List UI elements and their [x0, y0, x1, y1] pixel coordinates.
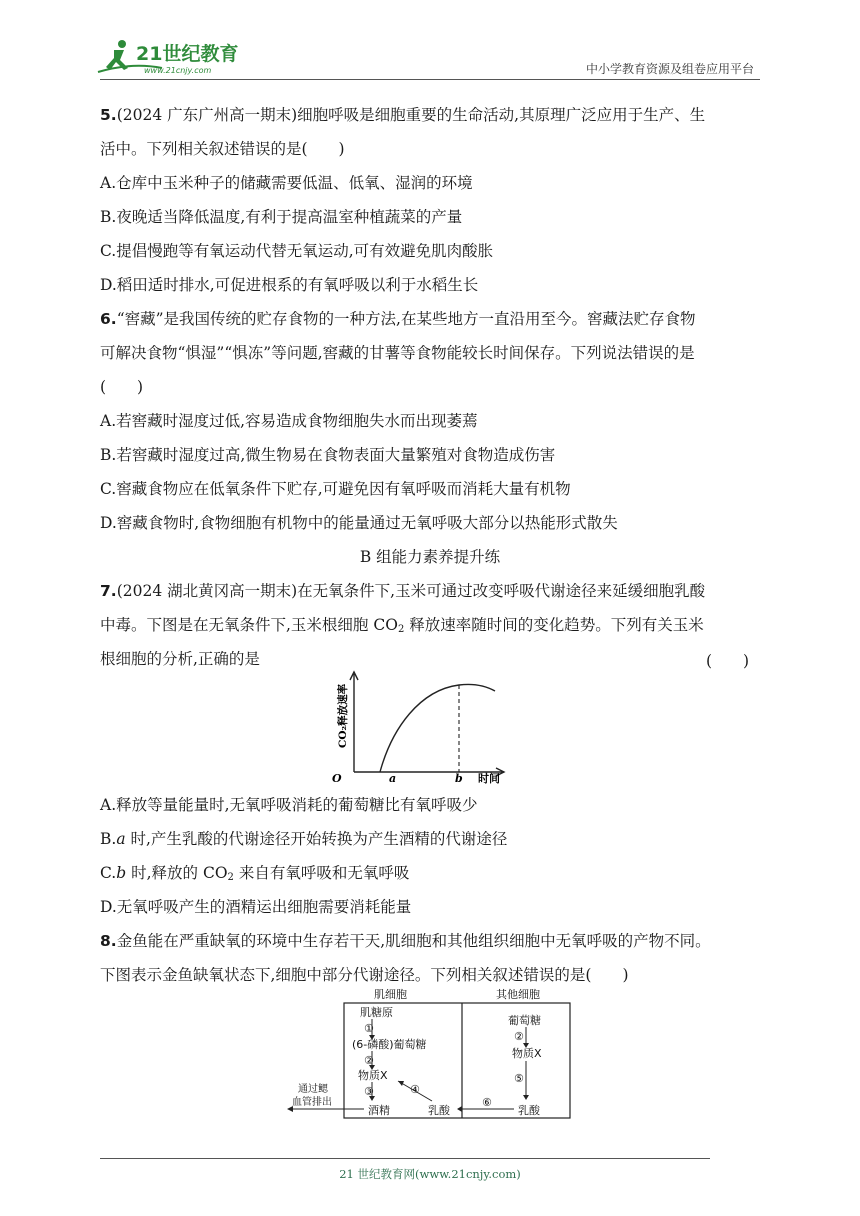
- q7-co2-rate-figure: [320, 668, 510, 786]
- section-b-title: B 组能力素养提升练: [359, 548, 501, 566]
- glucose-right-label: 葡萄糖: [508, 1014, 541, 1027]
- excrete-line1: 通过鳃: [298, 1084, 328, 1095]
- lactate-right-label: 乳酸: [518, 1104, 540, 1117]
- q7-option-b: B.a 时,产生乳酸的代谢途径开始转换为产生酒精的代谢途径: [100, 830, 508, 848]
- ethanol-label: 酒精: [368, 1104, 390, 1117]
- lactate-left-label: 乳酸: [428, 1104, 450, 1117]
- q7-option-d: D.无氧呼吸产生的酒精运出细胞需要消耗能量: [100, 898, 412, 916]
- q6-option-a: A.若窖藏时湿度过低,容易造成食物细胞失水而出现萎蔫: [100, 412, 478, 430]
- q6-stem-line2: 可解决食物“惧湿”“惧冻”等问题,窖藏的甘薯等食物能较长时间保存。下列说法错误的是: [100, 344, 695, 362]
- q6-number: 6.: [100, 310, 117, 328]
- q7-stem-line3: 根细胞的分析,正确的是: [100, 650, 260, 668]
- q8-stem-line1: 8.金鱼能在严重缺氧的环境中生存若干天,肌细胞和其他组织细胞中无氧呼吸的产物不同。: [100, 932, 711, 950]
- q5-option-b: B.夜晚适当降低温度,有利于提高温室种植蔬菜的产量: [100, 208, 463, 226]
- q5-stem-line2: 活中。下列相关叙述错误的是( ): [100, 140, 345, 158]
- step-2-left: ②: [364, 1054, 374, 1067]
- q7-stem-line1: 7.(2024 湖北黄冈高一期末)在无氧条件下,玉米可通过改变呼吸代谢途径来延缓细胞乳酸: [100, 582, 706, 600]
- substance-x-left: 物质X: [358, 1069, 388, 1082]
- q8-number: 8.: [100, 932, 117, 950]
- footer-rule: [100, 1158, 710, 1159]
- q6-option-d: D.窖藏食物时,食物细胞有机物中的能量通过无氧呼吸大部分以热能形式散失: [100, 514, 618, 532]
- q5-option-d: D.稻田适时排水,可促进根系的有氧呼吸以利于水稻生长: [100, 276, 479, 294]
- logo-text: 21世纪教育: [136, 43, 239, 65]
- x-axis-label: 时间: [478, 772, 500, 785]
- step-4: ④: [410, 1083, 420, 1096]
- header-rule: [100, 79, 760, 80]
- glycogen-label: 肌糖原: [360, 1006, 393, 1019]
- rate-curve: [380, 684, 495, 772]
- q7-stem-line2: 中毒。下图是在无氧条件下,玉米根细胞 $CO_2$ 释放速率随时间的变化趋势。下列有关玉米: [100, 616, 704, 635]
- q6-stem-line3: ( ): [100, 378, 144, 396]
- footer-text: 21 世纪教育网(www.21cnjy.com): [339, 1167, 521, 1181]
- site-logo: [92, 38, 262, 78]
- origin-label: O: [332, 772, 342, 785]
- muscle-cell-label: 肌细胞: [374, 988, 407, 1001]
- substance-x-right: 物质X: [512, 1047, 542, 1060]
- step-1: ①: [364, 1022, 374, 1035]
- q7-option-c: C.b 时,释放的 $CO_2$ 来自有氧呼吸和无氧呼吸: [100, 864, 410, 883]
- q7-option-a: A.释放等量能量时,无氧呼吸消耗的葡萄糖比有氧呼吸少: [100, 796, 478, 814]
- a-label: a: [389, 772, 397, 785]
- q7-answer-paren: ( ): [706, 652, 750, 670]
- q6-stem-line1: 6.“窖藏”是我国传统的贮存食物的一种方法,在某些地方一直沿用至今。窖藏法贮存食物: [100, 310, 696, 328]
- q5-option-a: A.仓库中玉米种子的储藏需要低温、低氧、湿润的环境: [100, 174, 473, 192]
- q5-number: 5.: [100, 106, 117, 124]
- q7-number: 7.: [100, 582, 117, 600]
- step-5: ⑤: [514, 1072, 524, 1085]
- phosphate-glucose-label: (6-磷酸)葡萄糖: [352, 1038, 427, 1051]
- y-axis-label: CO₂释放速率: [337, 683, 349, 748]
- other-cell-label: 其他细胞: [496, 988, 540, 1001]
- b-label: b: [455, 772, 463, 785]
- q5-stem-line1: 5.(2024 广东广州高一期末)细胞呼吸是细胞重要的生命活动,其原理广泛应用于生产、生: [100, 106, 706, 124]
- q8-stem-line2: 下图表示金鱼缺氧状态下,细胞中部分代谢途径。下列相关叙述错误的是( ): [100, 966, 629, 984]
- q6-option-b: B.若窖藏时湿度过高,微生物易在食物表面大量繁殖对食物造成伤害: [100, 446, 556, 464]
- step-2-right: ②: [514, 1030, 524, 1043]
- excrete-line2: 血管排出: [292, 1097, 332, 1108]
- logo-url: www.21cnjy.com: [144, 66, 212, 75]
- step-3: ③: [364, 1085, 374, 1098]
- q8-metabolism-diagram: [286, 987, 576, 1121]
- step-6: ⑥: [482, 1096, 492, 1109]
- site-name: 中小学教育资源及组卷应用平台: [585, 62, 754, 76]
- q6-option-c: C.窖藏食物应在低氧条件下贮存,可避免因有氧呼吸而消耗大量有机物: [100, 480, 571, 498]
- q5-option-c: C.提倡慢跑等有氧运动代替无氧运动,可有效避免肌肉酸胀: [100, 242, 494, 260]
